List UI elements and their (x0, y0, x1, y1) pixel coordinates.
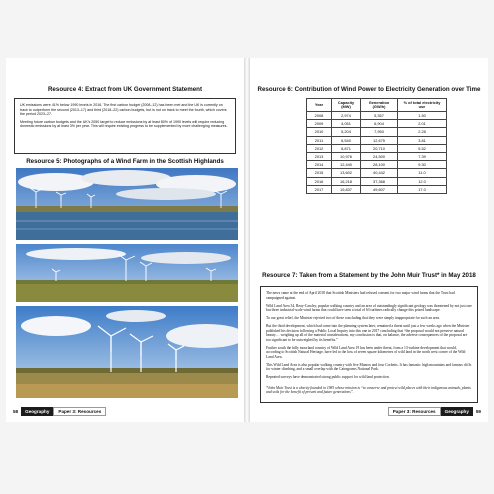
page-number: 59 (475, 409, 481, 414)
resource4-statement-box (14, 98, 236, 154)
table-cell: 2017 (307, 185, 332, 193)
table-row (307, 161, 447, 169)
table-header-cell: Capacity (MW) (332, 99, 361, 112)
table-cell: 7.39 (398, 152, 447, 160)
table-cell: 2016 (307, 177, 332, 185)
table-row (307, 185, 447, 193)
resource6-title: Resource 6: Contribution of Wind Power to Electricity Generation over Time (257, 86, 481, 93)
table-header-cell: Year (307, 99, 332, 112)
wind-power-table (306, 98, 447, 194)
left-page-footer (10, 407, 106, 416)
table-cell: 49,607 (361, 185, 398, 193)
resource4-paragraph: UK emissions were 41% below 1990 levels in 2016. The first carbon budget (2008–12) has been met and the UK is currently on track to outperform the second (2013–17) and third (2018–22) carbon budgets, but is not on track to meet the fourth, which covers the period 2023–27. (20, 103, 227, 117)
table-row (307, 144, 447, 152)
table-row (307, 136, 447, 144)
resource4-paragraph: Meeting future carbon budgets and the UK’s 2050 target to reduce emissions by at least 80% of 1990 levels will require reducing domestic emissions by at least 3% per year. This will require existing progress to be supplemented by more challenging measures. (20, 119, 228, 129)
right-page-footer (388, 407, 484, 416)
resource5-title: Resource 5: Photographs of a Wind Farm in the Scottish Highlands (26, 158, 224, 165)
table-cell: 2012 (307, 144, 332, 152)
table-header-cell: % of total electricity use (398, 99, 447, 112)
wind-farm-photo-loch (16, 168, 238, 240)
table-cell: 17.0 (398, 185, 447, 193)
table-cell: 5,204 (332, 128, 361, 136)
table-row (307, 169, 447, 177)
table-row (307, 177, 447, 185)
table-row (307, 120, 447, 128)
wind-farm-photo-moorland (16, 306, 238, 398)
table-cell: 2,974 (332, 112, 361, 120)
table-cell: 13,602 (332, 169, 361, 177)
table-cell: 7,950 (361, 128, 398, 136)
table-cell: 40,442 (361, 169, 398, 177)
table-cell: 2008 (307, 112, 332, 120)
table-cell: 1.50 (398, 112, 447, 120)
wind-farm-photo-loch-image (16, 168, 238, 240)
table-cell: 2.01 (398, 120, 447, 128)
table-cell: 20,710 (361, 144, 398, 152)
table-cell: 5.52 (398, 144, 447, 152)
table-header-row (307, 99, 447, 112)
right-page (250, 58, 488, 422)
statement-paragraph: Further south the hilly moorland country of Wild Land Area 19 has been under threat, from a 13-turbine development that would, according to Scottish Natural Heritage, have led to the loss of seven square kilometres of wild land in the north west corner of the Wild Land Area. (266, 345, 466, 359)
table-cell: 6,904 (361, 120, 398, 128)
table-cell: 9.30 (398, 161, 447, 169)
statement-paragraph: To our great relief, the Minister rejected two of these concluding that they were simply inappropriate for such an area. (266, 316, 440, 320)
table-cell: 12,675 (361, 136, 398, 144)
table-cell: 12,440 (332, 161, 361, 169)
table-cell: 24,500 (361, 152, 398, 160)
wind-farm-photo-moorland-image (16, 306, 238, 398)
table-header-cell: Generation (GW/h) (361, 99, 398, 112)
john-muir-trust-statement (260, 286, 478, 403)
section-tag: Paper 3: Resources (53, 407, 106, 416)
table-cell: 16,218 (332, 177, 361, 185)
trust-footnote: *John Muir Trust is a charity founded in 1983 whose mission is “to conserve and protect wild places with their indigenous animals, plants and soils for the benefit of present and future generations”. (266, 385, 471, 394)
wind-farm-photo-grassland-image (16, 244, 238, 302)
table-cell: 10,976 (332, 152, 361, 160)
table-row (307, 152, 447, 160)
section-tag: Paper 3: Resources (388, 407, 441, 416)
table-body (307, 112, 447, 194)
table-cell: 2011 (307, 136, 332, 144)
statement-paragraph: The news came at the end of April 2018 that Scottish Ministers had refused consent for two major wind farms that the Trust had campaigned against. (266, 291, 455, 300)
subject-tag: Geography (441, 407, 473, 416)
statement-paragraph: Repeated surveys have demonstrated strong public support for wild land protection. (266, 375, 390, 379)
table-cell: 37,368 (361, 177, 398, 185)
table-cell: 12.0 (398, 177, 447, 185)
table-cell: 2015 (307, 169, 332, 177)
statement-paragraph: This Wild Land Area is also popular walking country with five Munros and four Corbetts. It has fantastic high mountains and famous cliffs for winter climbing, and a small overlap with the Cairngorms National Park. (266, 362, 472, 371)
table-row (307, 128, 447, 136)
table-cell: 4,051 (332, 120, 361, 128)
resource4-title: Resource 4: Extract from UK Government Statement (47, 86, 203, 93)
table-cell: 11.0 (398, 169, 447, 177)
subject-tag: Geography (21, 407, 53, 416)
table-cell: 3.81 (398, 136, 447, 144)
table-cell: 6,540 (332, 136, 361, 144)
table-cell: 8,871 (332, 144, 361, 152)
table-cell: 2009 (307, 120, 332, 128)
table-cell: 2010 (307, 128, 332, 136)
table-cell: 28,100 (361, 161, 398, 169)
table-cell: 5,357 (361, 112, 398, 120)
statement-paragraph: Wild Land Area 34, Reay-Cassley, popular walking country and an area of outstandingly significant geology was threatened by not just one but three industrial-scale wind farms that could have seen a total of 63 turbines radically change this prized landscape. (266, 303, 472, 312)
wind-farm-photo-grassland (16, 244, 238, 302)
table-row (307, 112, 447, 120)
left-page (6, 58, 244, 422)
statement-paragraph: But the third development, which had come into the planning system later, remained a threat until just a few weeks ago when the Minister published his decision following a Public Local Inquiry into this one in 2017 concluding that “the proposal would not preserve natural beauty… weighing up all of the material considerations, my conclusion is that, on balance, the adverse consequences of the proposal are too significant to be outweighed by its benefits.” (266, 324, 470, 342)
page-number: 58 (13, 409, 19, 414)
table-cell: 2013 (307, 152, 332, 160)
table-cell: 19,837 (332, 185, 361, 193)
table-cell: 2014 (307, 161, 332, 169)
table-cell: 2.28 (398, 128, 447, 136)
resource7-title: Resource 7: Taken from a Statement by the John Muir Trust* in May 2018 (262, 272, 476, 279)
